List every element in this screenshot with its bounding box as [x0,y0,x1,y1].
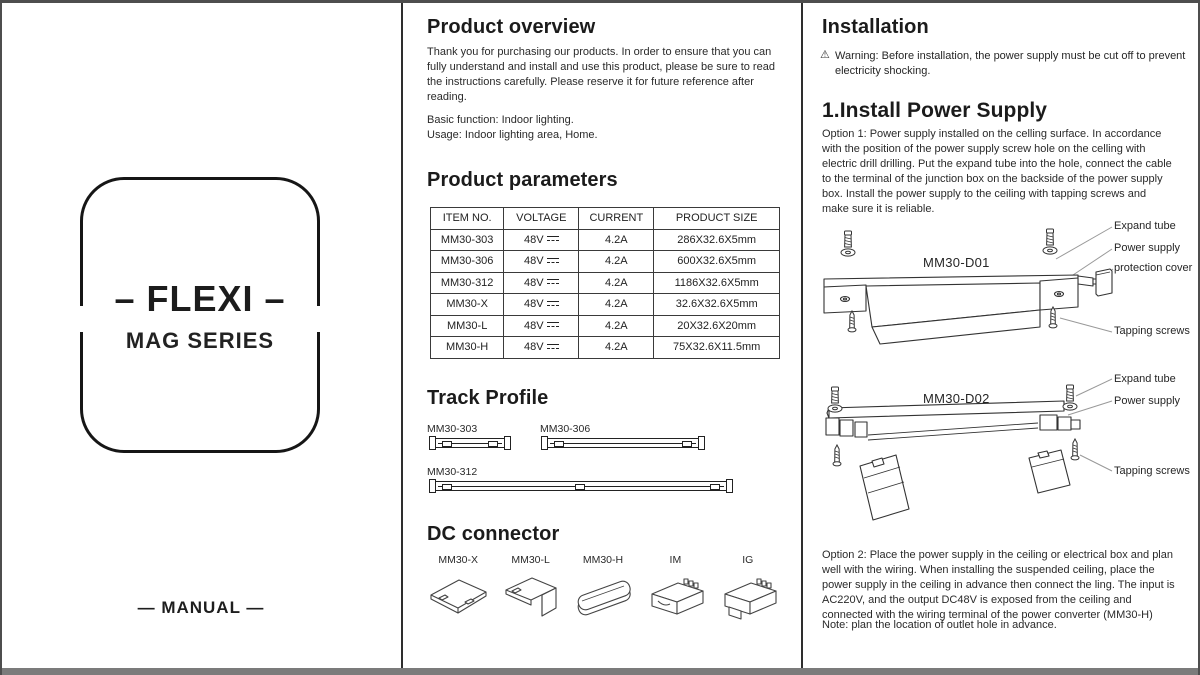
brand-logo-box [80,177,320,453]
usage-line: Usage: Indoor lighting area, Home. [427,129,598,141]
brand-subtitle: MAG SERIES [125,328,275,353]
cell-current: 4.2A [579,229,654,251]
expand-tube-label: Expand tube [1114,373,1176,385]
warning-icon: ⚠ [820,49,830,61]
cell-voltage: 48V [504,251,579,273]
cell-voltage: 48V [504,229,579,251]
cell-voltage: 48V [504,272,579,294]
track-profile-drawing-312 [430,481,732,491]
dc-symbol-icon [547,278,559,285]
dc-connector-label: MM30-X [438,554,479,566]
table-row [431,337,780,359]
product-parameters-title: Product parameters [427,169,618,191]
cell-size: 1186X32.6X5mm [654,272,780,294]
connector-x-icon [425,568,491,620]
expand-tube-screw-left [828,387,842,412]
cell-voltage: 48V [504,315,579,337]
dc-connector-label: IM [669,554,682,566]
installation-warning [820,49,1187,79]
product-overview-body: Thank you for purchasing our products. In order to ensure that you can fully understand and install and use this product, please be sure to read the instructions carefully. Please reserve it for future reference after reading. [427,46,775,103]
power-supply-label: Power supply [1114,395,1181,407]
cell-current: 4.2A [579,337,654,359]
option1-paragraph: Option 1: Power supply installed on the celling surface. In accordance with the position of the power supply screw hole on the celling with electric drill drilling. Put the expand tube into the hole, connect the cable to the terminal of the junction box on the backside of the power supply box. Install the power supply to the ceiling with tapping screws and make sure it is reliable. [822,128,1172,215]
power-supply-label: Power supply [1114,242,1181,254]
connector-im-icon [642,568,708,620]
expand-tube-screw-right [1043,229,1057,254]
dc-connector-item [567,554,639,620]
track-item-label: MM30-306 [540,423,591,435]
tapping-screw-right [1071,439,1079,460]
cell-item: MM30-306 [431,251,504,273]
cell-size: 32.6X32.6X5mm [654,294,780,316]
track-profile-drawing-306 [542,438,704,448]
header-item-no: ITEM NO. [431,208,504,230]
product-overview-title: Product overview [427,16,596,38]
column-divider-right [801,3,803,668]
dc-symbol-icon [547,300,559,307]
track-item-label: MM30-312 [427,466,478,478]
track-profile-area [427,423,783,501]
note-line: Note: plan the location of outlet hole in advance. [822,619,1057,631]
power-supply-surface-mount-drawing [810,215,1200,363]
diagram-mm30-d01 [810,215,1200,363]
cell-voltage: 48V [504,337,579,359]
dc-connector-item [639,554,711,620]
header-voltage: VOLTAGE [504,208,579,230]
cell-item: MM30-H [431,337,504,359]
tapping-screw-left [833,445,841,466]
brand-title: – FLEXI – [114,278,286,319]
track-item-label: MM30-303 [427,423,478,435]
header-current: CURRENT [579,208,654,230]
table-row [431,229,780,251]
dc-connector-title: DC connector [427,523,560,545]
power-supply-recessed-drawing [810,365,1200,537]
expand-tube-screw-right [1063,385,1077,410]
expand-tube-label: Expand tube [1114,220,1176,232]
tapping-screws-label: Tapping screws [1114,465,1190,477]
diagram-mm30-d02 [810,365,1200,537]
tapping-screw-left [848,311,856,332]
cell-item: MM30-X [431,294,504,316]
table-row [431,251,780,273]
table-row [431,294,780,316]
dc-connector-row [422,554,784,620]
dc-connector-label: MM30-H [582,554,624,566]
connector-l-icon [498,568,564,620]
option2-paragraph: Option 2: Place the power supply in the ceiling or electrical box and plan well with the wiring. When installing the suspended ceiling, place the power supply in the ceiling in advance then connect the ling. The input is AC220V, and the output DC48V is exposed from the ceiling and connected with the wiring terminal of the power converter (MM30-H) [822,549,1175,621]
table-header-row [431,208,780,230]
dc-symbol-icon [547,321,559,328]
cell-current: 4.2A [579,272,654,294]
warning-text: Warning: Before installation, the power supply must be cut off to prevent electricity shocking. [835,50,1186,77]
expand-tube-screw-left [841,231,855,256]
table-row [431,315,780,337]
page-bottom-bar [0,668,1200,675]
cell-current: 4.2A [579,315,654,337]
cell-size: 75X32.6X11.5mm [654,337,780,359]
install-power-supply-title: 1.Install Power Supply [822,99,1048,122]
table-row [431,272,780,294]
product-parameters-table [430,207,780,359]
manual-label: — MANUAL — [137,598,265,617]
dc-connector-label: MM30-L [511,554,550,566]
cell-item: MM30-303 [431,229,504,251]
dc-connector-item [494,554,566,620]
dc-connector-label: IG [742,554,754,566]
dc-connector-item [712,554,784,620]
diagram1-model-label: MM30-D01 [923,255,990,270]
dc-symbol-icon [547,257,559,264]
cell-item: MM30-L [431,315,504,337]
cell-current: 4.2A [579,294,654,316]
cell-item: MM30-312 [431,272,504,294]
diagram2-model-label: MM30-D02 [923,391,990,406]
connector-h-icon [570,568,636,620]
dc-symbol-icon [547,235,559,242]
column-divider-left [401,3,403,668]
dc-connector-item [422,554,494,620]
cell-size: 600X32.6X5mm [654,251,780,273]
dc-symbol-icon [547,343,559,350]
cell-voltage: 48V [504,294,579,316]
track-profile-drawing-303 [430,438,510,448]
cell-size: 286X32.6X5mm [654,229,780,251]
track-profile-title: Track Profile [427,387,549,409]
tapping-screw-right [1049,307,1057,328]
protection-cover-label: protection cover [1114,262,1193,274]
cell-size: 20X32.6X20mm [654,315,780,337]
tapping-screws-label: Tapping screws [1114,325,1190,337]
connector-ig-icon [715,568,781,620]
header-product-size: PRODUCT SIZE [654,208,780,230]
installation-title: Installation [822,16,929,38]
basic-function-line: Basic function: Indoor lighting. [427,114,574,126]
cell-current: 4.2A [579,251,654,273]
